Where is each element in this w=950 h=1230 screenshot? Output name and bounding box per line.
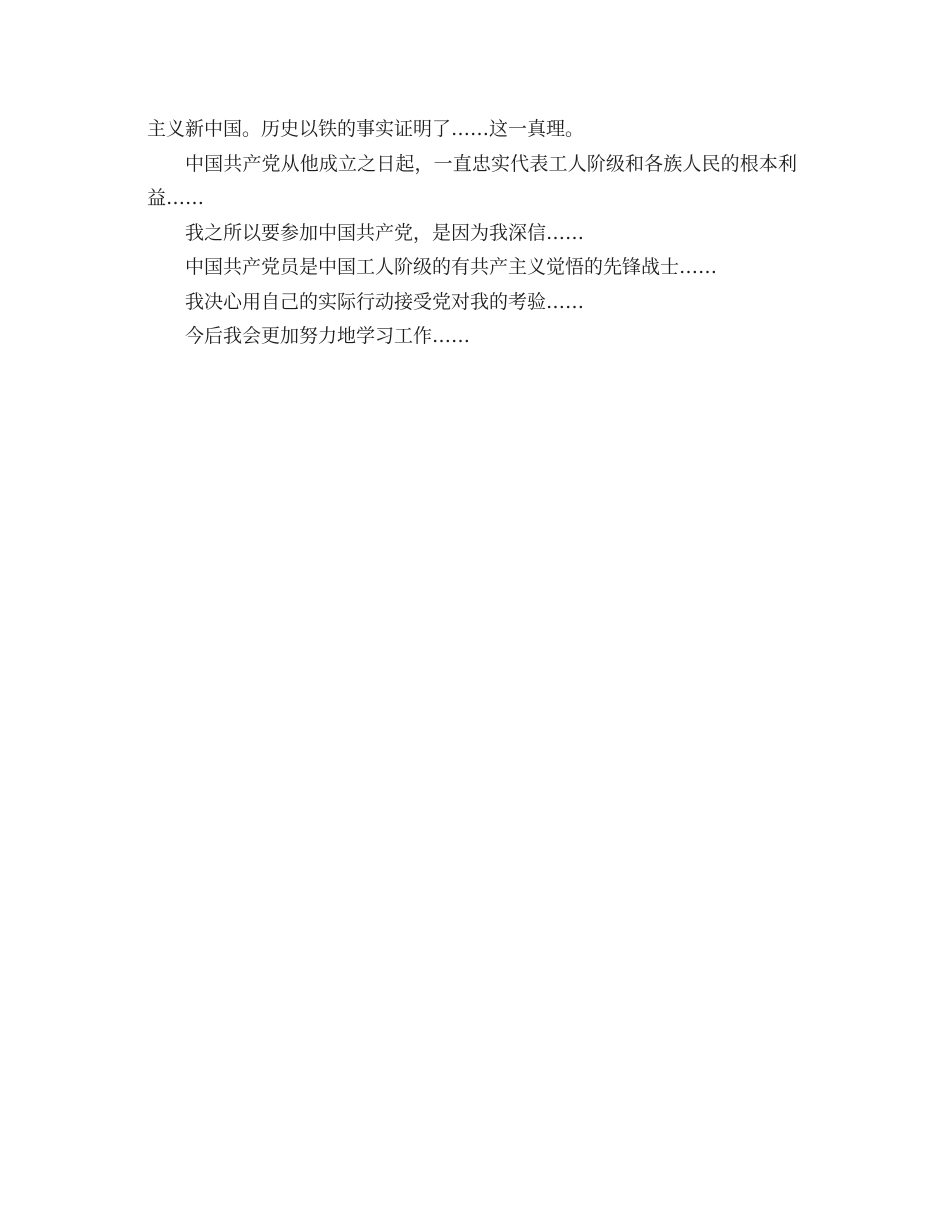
paragraph: 中国共产党员是中国工人阶级的有共产主义觉悟的先锋战士…… bbox=[185, 256, 718, 278]
paragraph: 我之所以要参加中国共产党，是因为我深信…… bbox=[185, 221, 585, 244]
paragraph-continued: 主义新中国。历史以铁的事实证明了……这一真理。 bbox=[147, 118, 585, 140]
paragraph: 中国共产党从他成立之日起，一直忠实代表工人阶级和各族人民的根本利益…… bbox=[147, 152, 797, 209]
document-body bbox=[147, 112, 797, 354]
paragraph: 我决心用自己的实际行动接受党对我的考验…… bbox=[185, 290, 585, 313]
paragraph: 今后我会更加努力地学习工作…… bbox=[185, 325, 471, 347]
